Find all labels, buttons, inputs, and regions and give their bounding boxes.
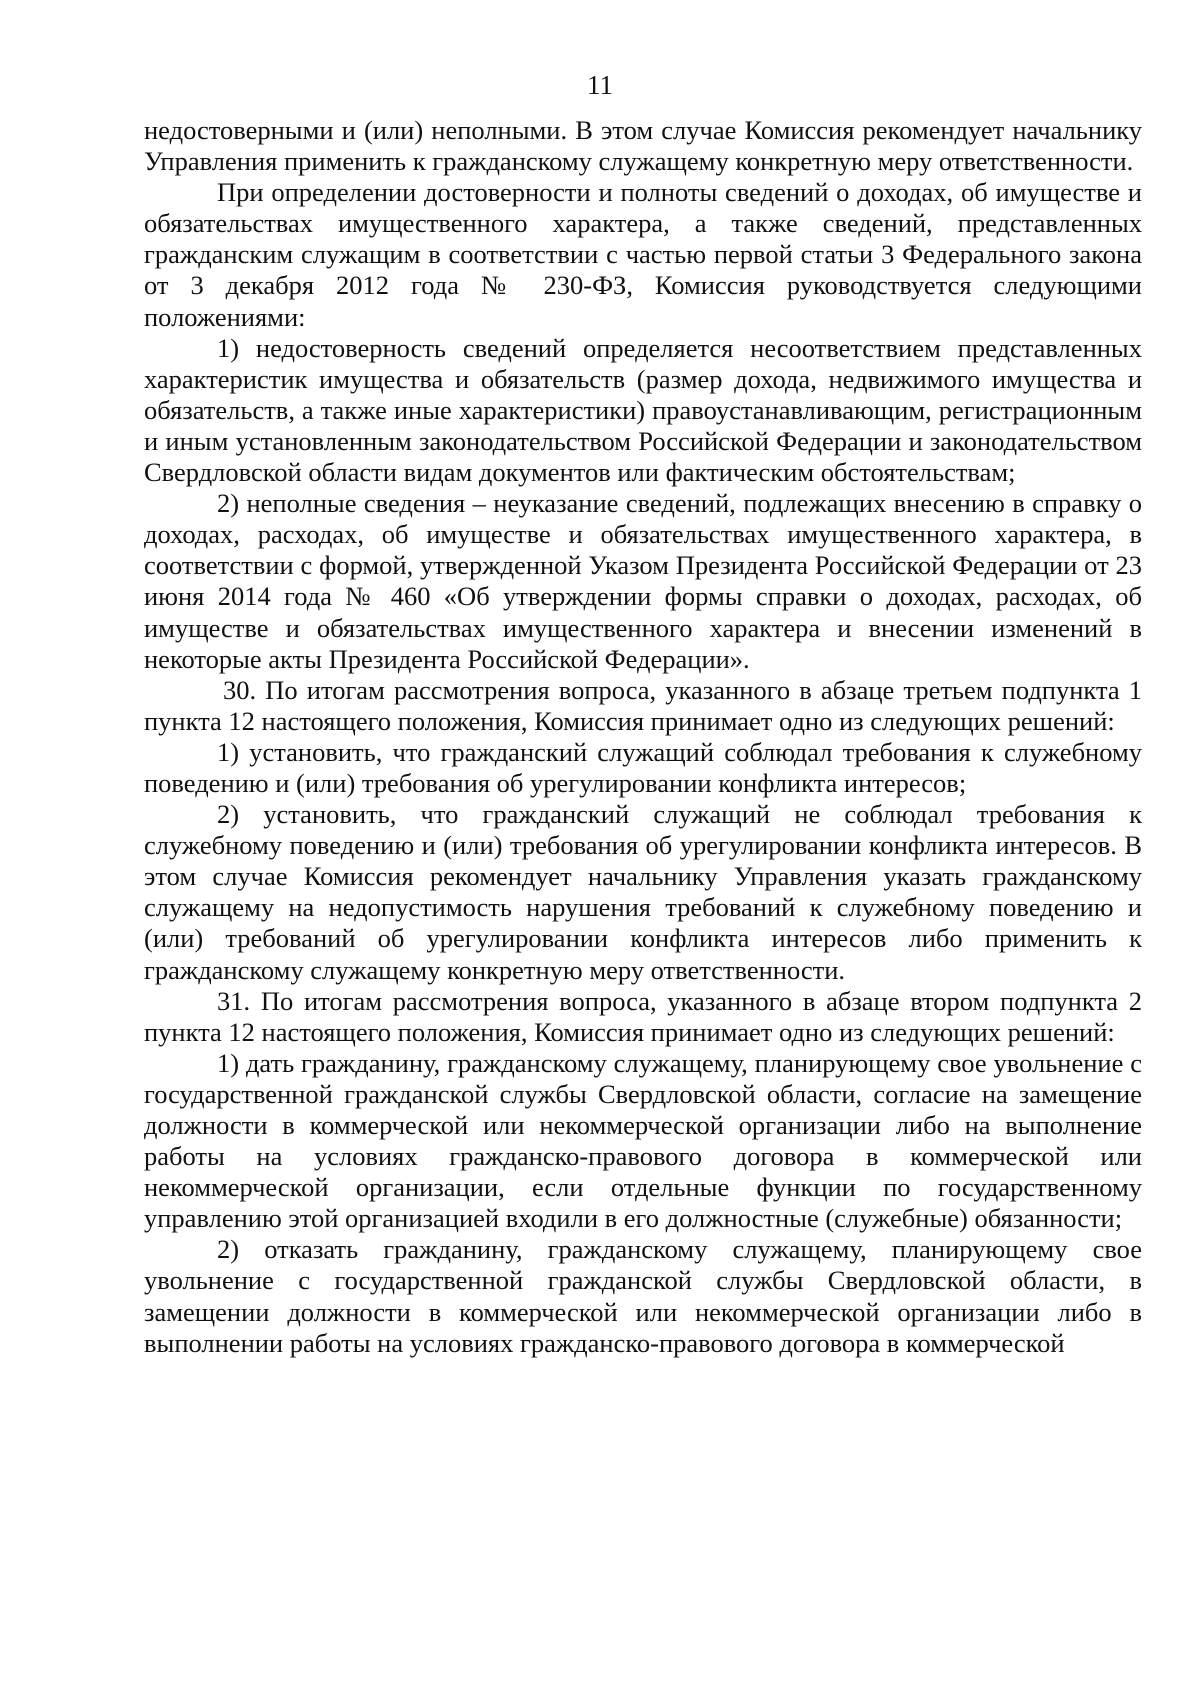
paragraph-continuation: недостоверными и (или) неполными. В этом случае Комиссия рекомендует начальнику Управления применить к гражданскому служащему конкретную меру ответственности. <box>144 115 1142 177</box>
paragraph-clause-30-item-2: 2) установить, что гражданский служащий не соблюдал требования к служебному поведению и (или) требования об урегулировании конфликта интересов. В этом случае Комиссия рекомендует начальнику Управления указать гражданскому служащему на недопустимость нарушения требований к служебному поведению и (или) требований об урегулировании конфликта интересов либо применить к гражданскому служащему конкретную меру ответственности. <box>144 799 1142 985</box>
paragraph-clause-31: 31. По итогам рассмотрения вопроса, указанного в абзаце втором подпункта 2 пункта 12 настоящего положения, Комиссия принимает одно из следующих решений: <box>144 985 1142 1047</box>
paragraph-clause-31-item-2: 2) отказать гражданину, гражданскому служащему, планирующему свое увольнение с государственной гражданской службы Свердловской области, в замещении должности в коммерческой или некоммерческой организации либо в выполнении работы на условиях гражданско-правового договора в коммерческой <box>144 1234 1142 1358</box>
paragraph-clause-30: 30. По итогам рассмотрения вопроса, указанного в абзаце третьем подпункта 1 пункта 12 настоящего положения, Комиссия принимает одно из следующих решений: <box>144 674 1142 736</box>
paragraph-item-1-unreliability: 1) недостоверность сведений определяется несоответствием представленных характеристик имущества и обязательств (размер дохода, недвижимого имущества и обязательств, а также иные характеристики) правоустанавливающим, регистрационным и иным установленным законодательством Российской Федерации и законодательством Свердловской области видам документов или фактическим обстоятельствам; <box>144 332 1142 488</box>
page-number: 11 <box>587 70 613 100</box>
paragraph-clause-30-item-1: 1) установить, что гражданский служащий соблюдал требования к служебному поведению и (или) требования об урегулировании конфликта интересов; <box>144 736 1142 798</box>
document-body <box>144 115 1142 1359</box>
paragraph-clause-31-item-1: 1) дать гражданину, гражданскому служащему, планирующему свое увольнение с государственной гражданской службы Свердловской области, согласие на замещение должности в коммерческой или некоммерческой организации либо на выполнение работы на условиях гражданско-правового договора в коммерческой или некоммерческой организации, если отдельные функции по государственному управлению этой организацией входили в его должностные (служебные) обязанности; <box>144 1047 1142 1234</box>
paragraph-determination-criteria: При определении достоверности и полноты сведений о доходах, об имуществе и обязательствах имущественного характера, а также сведений, представленных гражданским служащим в соответствии с частью первой статьи 3 Федерального закона от 3 декабря 2012 года № 230-ФЗ, Комиссия руководствуется следующими положениями: <box>144 177 1142 332</box>
paragraph-item-2-incompleteness: 2) неполные сведения – неуказание сведений, подлежащих внесению в справку о доходах, расходах, об имуществе и обязательствах имущественного характера, в соответствии с формой, утвержденной Указом Президента Российской Федерации от 23 июня 2014 года № 460 «Об утверждении формы справки о доходах, расходах, об имуществе и обязательствах имущественного характера и внесении изменений в некоторые акты Президента Российской Федерации». <box>144 488 1142 674</box>
